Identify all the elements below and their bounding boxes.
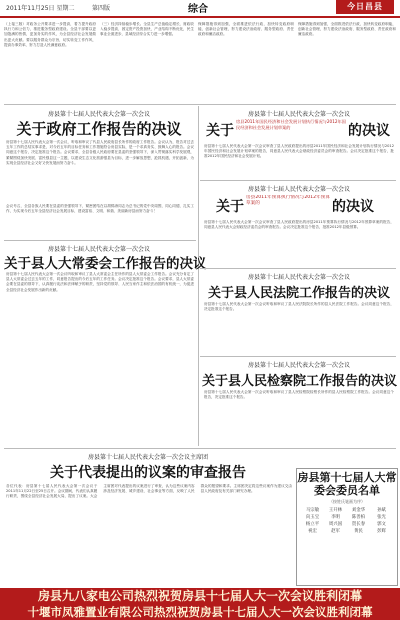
edition-label: 第四版 [92, 5, 111, 12]
member-name: 马宗敏 [305, 508, 320, 513]
congratulation-banner: 十堰市凤雅置业有限公司热烈祝贺房县十七届人大一次会议胜利闭幕 [0, 604, 400, 620]
member-list-note: （按姓氏笔画为序） [329, 499, 365, 504]
resolution-subtitle: 房县第十七届人民代表大会第一次会议 [247, 111, 350, 118]
resolution-subtitle: 房县第十七届人民代表大会第一次会议 [247, 186, 350, 193]
report-title: 关于代表提出的议案的审查报告 [50, 465, 246, 481]
article-continuation-right: 保障措施得到加强，全面推进依法行政，加快转变政府职能，创新社会管理，努力建设法治政府、服务型政府、责任政府和廉洁政府。 [198, 22, 294, 37]
article-continuation-far-right: 保障措施得到加强，全面推进依法行政，加快转变政府职能，创新社会管理，努力建设法治政府、服务型政府、责任政府和廉洁政府。 [298, 22, 396, 37]
report-subtitle: 房县第十七届人民代表大会第一次会议主席团 [87, 454, 208, 461]
resolution-subtitle: 房县第十七届人民代表大会第一次会议 [247, 362, 350, 369]
divider [4, 448, 396, 449]
resolution-title: 关于县人民法院工作报告的决议 [207, 286, 390, 301]
resolution-body: 房县第十七届人民代表大会第一次会议，听取和审议了代县人民政府县长所作的政府工作报告。会议认为，报告对过去五年工作的总结实事求是，对今后五年的目标任务和工作措施符合房县实际，是一个求真务实、鼓舞人心的报告。会议同意这个报告，决定批准这个报告。会议要求，全县各级人民政府要在县委的坚强领导下，深入贯彻落实科学发展观，紧紧围绕加快发展、富民强县这一主题，以建设生态文化旅游强县为目标，进一步解放思想，抢抓机遇，开拓创新，为实现全县经济社会又好又快发展而努力奋斗。 [6, 140, 194, 165]
resolution-body: 房县第十七届人民代表大会第一次会议听取和审议了县人大常委会主任所作的县人大常委会工作报告。会议充分肯定了县人大常委会过去五年的工作，同意报告提出的今后五年的工作任务。会议决定批准这个报告。会议要求，县人大常委会要在县委的领导下，认真履行宪法和法律赋予的职责，坚持党的领导、人民当家作主和依法治国的有机统一，为促进全县经济社会发展作出新的贡献。 [6, 272, 194, 292]
newspaper-page: 2011年11月25日 星期二 第四版 综合 今日昌县 （上接三版）对政务公开要求进一步提高，着力提升政府执行力和公信力，推进服务型政府建设。全县干部要以更加饱满的热情，更加务实的作风，为全县经济社会发展做出更大贡献。要以服务群众为宗旨，切实转变工作作风，提高办事效率，努力打造人民满意政府。 （三）经济持续稳步增长。全县生产总值稳定增长，财政收入稳步提高，固定资产投资加快，产业结构不断优化，民生事业全面进步，县域经济综合实力进一步增强。 保障措施得到加强，全面推进依法行政，加快转变政府职能，创新社会管理，努力建设法治政府、服务型政府、责任政府和廉洁政府。 保障措施得到加强，全面推进依法行政，加快转变政府职能，创新社会管理，努力建设法治政府、服务型政府、责任政府和廉洁政府。 房县第十七届人民代表大会第一次会议 关于政府工作报告的决议 房县第十七届人民代表大会第一次会议，听取和审议了代县人民政府县长所作的政府工作报告。会议认为，报告对过去五年工作的总结实事求是，对今后五年的目标任务和工作措施符合房县实际，是一个求真务实、鼓舞人心的报告。会议同意这个报告，决定批准这个报告。会议要求，全县各级人民政府要在县委的坚强领导下，深入贯彻落实科学发展观，紧紧围绕加快发展、富民强县这一主题，以建设生态文化旅游强县为目标，进一步解放思想，抢抓机遇，开拓创新，为实现全县经济社会又好又快发展而努力奋斗。 会议号召，全县各族人民要在县委的坚强领导下，紧密团结在以胡锦涛同志为总书记的党中央周围，同心同德，扎实工作，为实现今后五年全县经济社会发展目标，建设富裕、文明、和谐、美丽新房县而努力奋斗！ 房县第十七届人民代表大会第一次会议 关于 房县2011年国民经济和社会发展计划执行情况与2012年国民经济和社会发展计划草案的 的决议 房县第十七届人民代表大会第一次会议审查了县人民政府提出的房县2011年国民经济和社会发展计划执行情况与2012年国民经济和社会发展计划草案的报告，同意县人民代表大会财政经济委员会的审查报告。会议决定批准这个报告，批准2012年国民经济和社会发展计划。 房县第十七届人民代表大会第一次会议 关于 房县2011年预算执行情况与2012年预算草案的 的决议 房县第十七届人民代表大会第一次会议审查了县人民政府提出的房县2011年预算执行情况与2012年预算草案的报告，同意县人民代表大会财政经济委员会的审查报告。会议决定批准这个报告，批准2012年县级预算。 房县第十七届人民代表大会第一次会议 关于县人大常委会工作报告的决议 房县第十七届人民代表大会第一次会议听取和审议了县人大常委会主任所作的县人大常委会工作报告。会议充分肯定了县人大常委会过去五年的工作，同意报告提出的今后五年的工作任务。会议决定批准这个报告。会议要求，县人大常委会要在县委的领导下，认真履行宪法和法律赋予的职责，坚持党的领导、人民当家作主和依法治国的有机统一，为促进全县经济社会发展作出新的贡献。 房县第十七届人民代表大会第一次会议 关于县人民法院工作报告的决议 房县第十七届人民代表大会第一次会议听取和审议了县人民法院院长所作的县人民法院工作报告。会议同意这个报告，决定批准这个报告。 房县第十七届人民代表大会第一次会议 关于县人民检察院工作报告的决议 房县第十七届人民代表大会第一次会议听取和审议了县人民检察院检察长所作的县人民检察院工作报告。会议同意这个报告，决定批准这个报告。 房县第十七届人民代表大会第一次会议主席团 关于代表提出的议案的审查报告 各位代表：房县第十七届人民代表大会第一次会议于2011年11月22日至25日召开。会议期间，代表们认真履行职责，围绕全县经济社会发展大局，提出了议案。大会主席团对代表提出的议案进行了审查，认为这些议案内容涉及经济发展、城乡建设、社会事业等方面，反映了人民群众的愿望和要求。主席团决定将这些议案作为建议交由县人民政府及有关部门研究办理。 房县第十七届人大常委会委员名单 （按姓氏笔画为序） 马宗敏 王开林 刘金华 孙斌 向玉宝 李明 陈善柏 张光 杨立平 周兴国 贺长春 郭文 祝宏 赵军 黄民 彭辉 房县九八家电公司热烈祝贺房县十七届人大一次会议胜利闭幕 十堰市凤雅置业有限公司热烈祝贺房县十七届人大一次会议胜利闭幕 [0, 0, 400, 620]
member-name: 陈善柏 [351, 515, 366, 520]
resolution-subtitle: 房县第十七届人民代表大会第一次会议 [247, 274, 350, 281]
committee-member-list [296, 468, 398, 586]
member-name: 贺长春 [351, 522, 366, 527]
resolution-body: 房县第十七届人民代表大会第一次会议听取和审议了县人民法院院长所作的县人民法院工作报告。会议同意这个报告，决定批准这个报告。 [204, 302, 394, 312]
divider [200, 356, 396, 357]
divider [200, 268, 396, 269]
section-title: 综合 [188, 4, 208, 15]
report-body: 各位代表：房县第十七届人民代表大会第一次会议于2011年11月22日至25日召开。会议期间，代表们认真履行职责，围绕全县经济社会发展大局，提出了议案。大会主席团对代表提出的议案进行了审查，认为这些议案内容涉及经济发展、城乡建设、社会事业等方面，反映了人民群众的愿望和要求。主席团决定将这些议案作为建议交由县人民政府及有关部门研究办理。 [6, 484, 292, 499]
resolution-subtitle: 房县第十七届人民代表大会第一次会议 [47, 246, 150, 253]
member-name: 彭辉 [377, 529, 386, 534]
article-continuation-mid: （三）经济持续稳步增长。全县生产总值稳定增长，财政收入稳步提高，固定资产投资加快，产业结构不断优化，民生事业全面进步，县域经济综合实力进一步增强。 [100, 22, 194, 37]
resolution-body: 房县第十七届人民代表大会第一次会议审查了县人民政府提出的房县2011年预算执行情况与2012年预算草案的报告，同意县人民代表大会财政经济委员会的审查报告。会议决定批准这个报告，批准2012年县级预算。 [204, 220, 394, 230]
issue-date: 2011年11月25日 星期二 [6, 5, 75, 12]
member-name: 张光 [377, 515, 386, 520]
member-name: 祝宏 [308, 529, 317, 534]
member-name: 李明 [331, 515, 340, 520]
member-list-title: 房县第十七届人大常委会委员名单 [297, 471, 397, 497]
member-name: 杨立平 [305, 522, 320, 527]
divider [200, 180, 396, 181]
page-header [0, 0, 400, 18]
member-name: 周兴国 [328, 522, 343, 527]
congratulation-banner: 房县九八家电公司热烈祝贺房县十七届人大一次会议胜利闭幕 [0, 588, 400, 604]
member-name: 刘金华 [351, 508, 366, 513]
divider [4, 240, 196, 241]
member-name: 王开林 [328, 508, 343, 513]
resolution-title: 关于县人大常委会工作报告的决议 [4, 256, 207, 272]
resolution-body: 房县第十七届人民代表大会第一次会议听取和审议了县人民检察院检察长所作的县人民检察院工作报告。会议同意这个报告，决定批准这个报告。 [204, 390, 394, 400]
member-name: 黄民 [354, 529, 363, 534]
member-names [301, 507, 393, 535]
member-name: 赵军 [331, 529, 340, 534]
resolution-body: 房县第十七届人民代表大会第一次会议审查了县人民政府提出的房县2011年国民经济和社会发展计划执行情况与2012年国民经济和社会发展计划草案的报告，同意县人民代表大会财政经济委员会的审查报告。会议决定批准这个报告，批准2012年国民经济和社会发展计划。 [204, 144, 394, 159]
divider [4, 104, 396, 105]
resolution-body-continued: 会议号召，全县各族人民要在县委的坚强领导下，紧密团结在以胡锦涛同志为总书记的党中央周围，同心同德，扎实工作，为实现今后五年全县经济社会发展目标，建设富裕、文明、和谐、美丽新房县而努力奋斗！ [6, 204, 194, 214]
resolution-title: 关于县人民检察院工作报告的决议 [202, 374, 398, 389]
resolution-subtitle: 房县第十七届人民代表大会第一次会议 [47, 111, 150, 118]
member-name: 孙斌 [377, 508, 386, 513]
member-name: 郭文 [377, 522, 386, 527]
member-name: 向玉宝 [305, 515, 320, 520]
newspaper-logo: 今日昌县 [336, 0, 394, 14]
resolution-title: 关于政府工作报告的决议 [16, 120, 182, 138]
article-continuation-left: （上接三版）对政务公开要求进一步提高，着力提升政府执行力和公信力，推进服务型政府建设。全县干部要以更加饱满的热情，更加务实的作风，为全县经济社会发展做出更大贡献。要以服务群众为宗旨，切实转变工作作风，提高办事效率，努力打造人民满意政府。 [4, 22, 96, 47]
column-divider [198, 106, 199, 446]
